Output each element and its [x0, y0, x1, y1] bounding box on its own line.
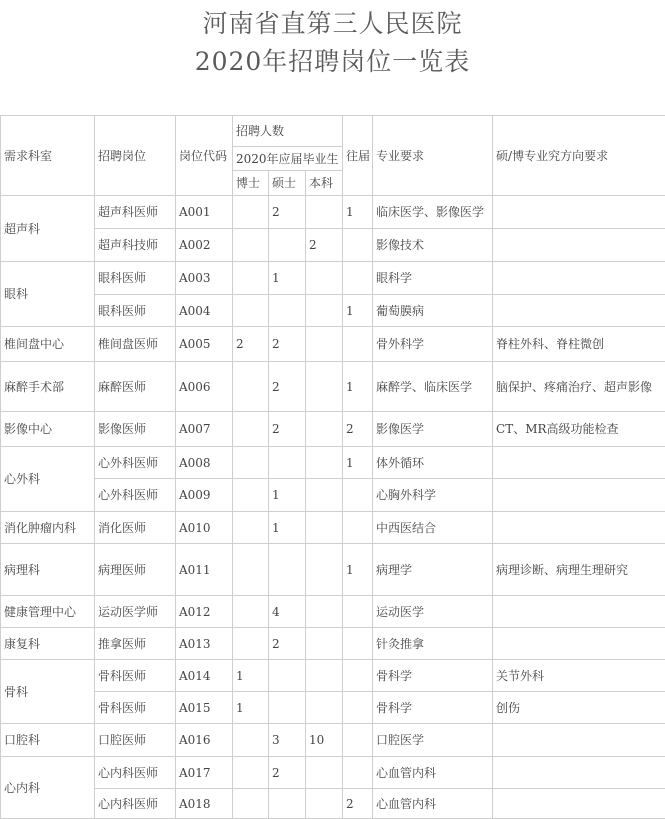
- code-cell: A004: [176, 295, 233, 327]
- header-position: 招聘岗位: [95, 116, 176, 196]
- header-grad-2020: 2020年应届毕业生: [233, 147, 343, 171]
- prev-cell: [343, 327, 373, 362]
- code-cell: A009: [176, 479, 233, 512]
- bachelor-cell: [306, 295, 343, 327]
- code-cell: A005: [176, 327, 233, 362]
- master-cell: 2: [269, 628, 306, 660]
- master-cell: 4: [269, 596, 306, 628]
- direction-cell: CT、MR高级功能检查: [493, 412, 665, 447]
- header-prev: 往届: [343, 116, 373, 196]
- position-cell: 病理医师: [95, 544, 176, 596]
- direction-cell: [493, 295, 665, 327]
- prev-cell: [343, 724, 373, 757]
- master-cell: 2: [269, 412, 306, 447]
- major-cell: 体外循环: [373, 447, 493, 479]
- dept-cell: 超声科: [1, 196, 95, 262]
- major-cell: 中西医结合: [373, 512, 493, 544]
- prev-cell: [343, 229, 373, 262]
- table-header: [1, 116, 665, 196]
- master-cell: [269, 229, 306, 262]
- prev-cell: [343, 660, 373, 692]
- major-cell: 心血管内科: [373, 789, 493, 819]
- position-cell: 心内科医师: [95, 789, 176, 819]
- master-cell: [269, 544, 306, 596]
- direction-cell: 病理诊断、病理生理研究: [493, 544, 665, 596]
- position-cell: 眼科医师: [95, 262, 176, 295]
- dept-cell: 病理科: [1, 544, 95, 596]
- major-cell: 运动医学: [373, 596, 493, 628]
- table-row: [1, 660, 665, 692]
- direction-cell: 脊柱外科、脊柱微创: [493, 327, 665, 362]
- code-cell: A007: [176, 412, 233, 447]
- major-cell: 病理学: [373, 544, 493, 596]
- major-cell: 眼科学: [373, 262, 493, 295]
- dept-cell: 椎间盘中心: [1, 327, 95, 362]
- direction-cell: [493, 262, 665, 295]
- table-row: [1, 544, 665, 596]
- phd-cell: [233, 479, 269, 512]
- phd-cell: 1: [233, 660, 269, 692]
- dept-cell: 骨科: [1, 660, 95, 724]
- bachelor-cell: [306, 660, 343, 692]
- header-code: 岗位代码: [176, 116, 233, 196]
- recruitment-table: [0, 115, 665, 819]
- code-cell: A003: [176, 262, 233, 295]
- bachelor-cell: [306, 544, 343, 596]
- direction-cell: 创伤: [493, 692, 665, 724]
- table-row: [1, 789, 665, 819]
- position-cell: 口腔医师: [95, 724, 176, 757]
- position-cell: 影像医师: [95, 412, 176, 447]
- master-cell: [269, 660, 306, 692]
- prev-cell: 2: [343, 412, 373, 447]
- table-row: [1, 412, 665, 447]
- bachelor-cell: [306, 789, 343, 819]
- major-cell: 口腔医学: [373, 724, 493, 757]
- table-row: [1, 596, 665, 628]
- prev-cell: [343, 479, 373, 512]
- prev-cell: [343, 692, 373, 724]
- position-cell: 骨科医师: [95, 660, 176, 692]
- position-cell: 心内科医师: [95, 757, 176, 789]
- phd-cell: [233, 724, 269, 757]
- code-cell: A016: [176, 724, 233, 757]
- code-cell: A018: [176, 789, 233, 819]
- prev-cell: [343, 596, 373, 628]
- major-cell: 骨外科学: [373, 327, 493, 362]
- dept-cell: 心外科: [1, 447, 95, 512]
- direction-cell: [493, 479, 665, 512]
- master-cell: 1: [269, 512, 306, 544]
- master-cell: 1: [269, 479, 306, 512]
- table-row: [1, 262, 665, 295]
- prev-cell: 2: [343, 789, 373, 819]
- bachelor-cell: [306, 447, 343, 479]
- master-cell: [269, 295, 306, 327]
- header-direction: 硕/博专业究方向要求: [493, 116, 665, 196]
- bachelor-cell: [306, 628, 343, 660]
- header-bachelor: 本科: [306, 171, 343, 196]
- dept-cell: 康复科: [1, 628, 95, 660]
- bachelor-cell: [306, 596, 343, 628]
- phd-cell: [233, 789, 269, 819]
- major-cell: 影像技术: [373, 229, 493, 262]
- position-cell: 心外科医师: [95, 479, 176, 512]
- code-cell: A014: [176, 660, 233, 692]
- direction-cell: [493, 447, 665, 479]
- major-cell: 影像医学: [373, 412, 493, 447]
- direction-cell: [493, 724, 665, 757]
- prev-cell: 1: [343, 196, 373, 229]
- dept-cell: 口腔科: [1, 724, 95, 757]
- master-cell: 2: [269, 362, 306, 412]
- master-cell: [269, 789, 306, 819]
- bachelor-cell: [306, 479, 343, 512]
- prev-cell: [343, 512, 373, 544]
- phd-cell: [233, 229, 269, 262]
- table-row: [1, 757, 665, 789]
- header-master: 硕士: [269, 171, 306, 196]
- phd-cell: [233, 544, 269, 596]
- header-phd: 博士: [233, 171, 269, 196]
- dept-cell: 健康管理中心: [1, 596, 95, 628]
- direction-cell: 脑保护、疼痛治疗、超声影像: [493, 362, 665, 412]
- dept-cell: 眼科: [1, 262, 95, 327]
- table-row: [1, 628, 665, 660]
- position-cell: 超声科技师: [95, 229, 176, 262]
- direction-cell: [493, 596, 665, 628]
- table-row: [1, 479, 665, 512]
- code-cell: A006: [176, 362, 233, 412]
- phd-cell: [233, 262, 269, 295]
- prev-cell: 1: [343, 447, 373, 479]
- code-cell: A010: [176, 512, 233, 544]
- direction-cell: [493, 512, 665, 544]
- direction-cell: [493, 628, 665, 660]
- master-cell: 1: [269, 262, 306, 295]
- dept-cell: 心内科: [1, 757, 95, 819]
- direction-cell: 关节外科: [493, 660, 665, 692]
- phd-cell: [233, 628, 269, 660]
- major-cell: 心血管内科: [373, 757, 493, 789]
- bachelor-cell: [306, 327, 343, 362]
- position-cell: 心外科医师: [95, 447, 176, 479]
- code-cell: A001: [176, 196, 233, 229]
- phd-cell: [233, 295, 269, 327]
- master-cell: 2: [269, 327, 306, 362]
- phd-cell: [233, 512, 269, 544]
- major-cell: 骨科学: [373, 660, 493, 692]
- position-cell: 运动医学师: [95, 596, 176, 628]
- position-cell: 骨科医师: [95, 692, 176, 724]
- major-cell: 临床医学、影像医学: [373, 196, 493, 229]
- code-cell: A013: [176, 628, 233, 660]
- position-cell: 推拿医师: [95, 628, 176, 660]
- table-row: [1, 724, 665, 757]
- phd-cell: [233, 596, 269, 628]
- prev-cell: [343, 262, 373, 295]
- prev-cell: [343, 757, 373, 789]
- phd-cell: 1: [233, 692, 269, 724]
- dept-cell: 消化肿瘤内科: [1, 512, 95, 544]
- bachelor-cell: [306, 196, 343, 229]
- major-cell: 心胸外科学: [373, 479, 493, 512]
- phd-cell: [233, 196, 269, 229]
- phd-cell: [233, 757, 269, 789]
- document-title: 河南省直第三人民医院: [0, 4, 665, 40]
- table-row: [1, 295, 665, 327]
- table-row: [1, 512, 665, 544]
- major-cell: 骨科学: [373, 692, 493, 724]
- major-cell: 针灸推拿: [373, 628, 493, 660]
- table-row: [1, 692, 665, 724]
- code-cell: A002: [176, 229, 233, 262]
- code-cell: A012: [176, 596, 233, 628]
- header-recruit-count: 招聘人数: [233, 116, 343, 147]
- bachelor-cell: 2: [306, 229, 343, 262]
- code-cell: A017: [176, 757, 233, 789]
- bachelor-cell: [306, 512, 343, 544]
- master-cell: [269, 692, 306, 724]
- prev-cell: 1: [343, 544, 373, 596]
- dept-cell: 影像中心: [1, 412, 95, 447]
- master-cell: 3: [269, 724, 306, 757]
- direction-cell: [493, 789, 665, 819]
- master-cell: 2: [269, 196, 306, 229]
- code-cell: A008: [176, 447, 233, 479]
- master-cell: 2: [269, 757, 306, 789]
- bachelor-cell: [306, 692, 343, 724]
- document-subtitle: 2020年招聘岗位一览表: [0, 42, 665, 78]
- prev-cell: 1: [343, 295, 373, 327]
- bachelor-cell: [306, 757, 343, 789]
- prev-cell: 1: [343, 362, 373, 412]
- bachelor-cell: [306, 362, 343, 412]
- table-row: [1, 362, 665, 412]
- position-cell: 消化医师: [95, 512, 176, 544]
- direction-cell: [493, 757, 665, 789]
- code-cell: A015: [176, 692, 233, 724]
- position-cell: 椎间盘医师: [95, 327, 176, 362]
- table-body: [1, 196, 665, 819]
- dept-cell: 麻醉手术部: [1, 362, 95, 412]
- direction-cell: [493, 229, 665, 262]
- position-cell: 眼科医师: [95, 295, 176, 327]
- bachelor-cell: 10: [306, 724, 343, 757]
- major-cell: 葡萄膜病: [373, 295, 493, 327]
- header-major: 专业要求: [373, 116, 493, 196]
- table-row: [1, 447, 665, 479]
- bachelor-cell: [306, 262, 343, 295]
- phd-cell: 2: [233, 327, 269, 362]
- major-cell: 麻醉学、临床医学: [373, 362, 493, 412]
- header-dept: 需求科室: [1, 116, 95, 196]
- table-row: [1, 327, 665, 362]
- bachelor-cell: [306, 412, 343, 447]
- phd-cell: [233, 412, 269, 447]
- phd-cell: [233, 447, 269, 479]
- direction-cell: [493, 196, 665, 229]
- phd-cell: [233, 362, 269, 412]
- master-cell: [269, 447, 306, 479]
- position-cell: 超声科医师: [95, 196, 176, 229]
- position-cell: 麻醉医师: [95, 362, 176, 412]
- table-row: [1, 196, 665, 229]
- table-row: [1, 229, 665, 262]
- code-cell: A011: [176, 544, 233, 596]
- prev-cell: [343, 628, 373, 660]
